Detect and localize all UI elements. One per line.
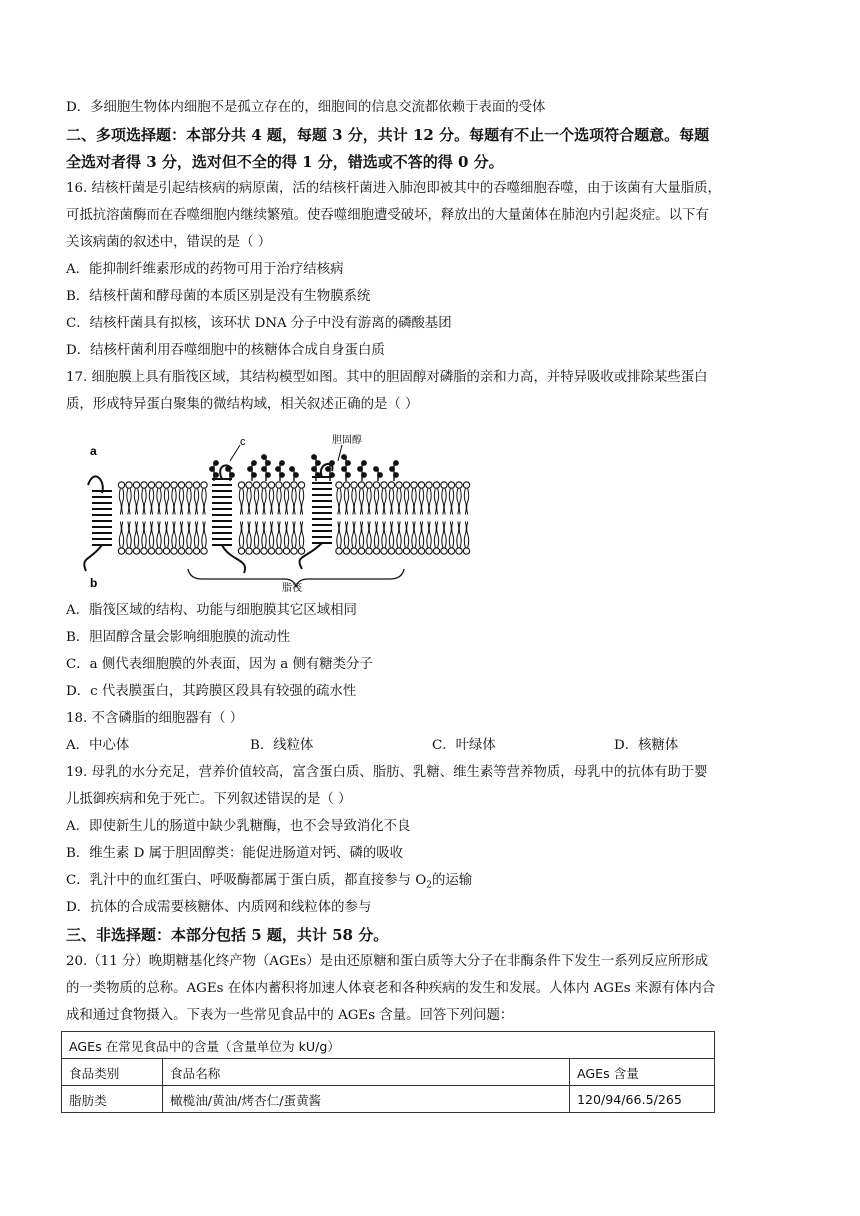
phospholipid-tail (457, 489, 461, 515)
phospholipid-tail (412, 489, 416, 515)
phospholipid-head (238, 548, 244, 554)
phospholipid-head (156, 482, 162, 488)
phospholipid-tail (119, 522, 123, 548)
q17-option-d: D．c 代表膜蛋白，其跨膜区段具有较强的疏水性 (66, 684, 357, 699)
glycan-unit (290, 467, 294, 471)
glycan-unit (294, 473, 298, 477)
phospholipid-tail (284, 522, 288, 548)
phospholipid-tail (202, 522, 206, 548)
q16-option-a: A．能抑制纤维素形成的药物可用于治疗结核病 (66, 262, 344, 277)
phospholipid-head (366, 482, 372, 488)
phospholipid-head (133, 482, 139, 488)
glycan-unit (390, 467, 394, 471)
phospholipid-tail (134, 489, 138, 515)
phospholipid-tail (419, 522, 423, 548)
phospholipid-head (276, 482, 282, 488)
phospholipid-tail (367, 522, 371, 548)
phospholipid-tail (172, 489, 176, 515)
glycan-unit (276, 467, 280, 471)
q19-option-c-text: C．乳汁中的血红蛋白、呼吸酶都属于蛋白质，都直接参与 O (66, 873, 427, 888)
phospholipid-tail (344, 522, 348, 548)
phospholipid-tail (412, 522, 416, 548)
phospholipid-head (441, 548, 447, 554)
phospholipid-head (403, 548, 409, 554)
table-cell-ages: 120/94/66.5/265 (570, 1086, 715, 1113)
table-cell-category: 脂肪类 (62, 1086, 163, 1113)
glycan-unit (214, 461, 218, 465)
phospholipid-tail (397, 522, 401, 548)
phospholipid-tail (269, 489, 273, 515)
q15-option-d: D．多细胞生物体内细胞不是孤立存在的，细胞间的信息交流都依赖于表面的受体 (66, 100, 546, 115)
phospholipid-tail (172, 522, 176, 548)
phospholipid-tail (389, 522, 393, 548)
q18-option-d: D．核糖体 (614, 738, 679, 753)
phospholipid-head (298, 482, 304, 488)
glycan-unit (266, 473, 270, 477)
q19-option-c (66, 871, 796, 896)
phospholipid-tail (134, 522, 138, 548)
q19-option-c-tail: 的运输 (431, 873, 473, 888)
glycan-unit (342, 467, 346, 471)
phospholipid-head (186, 548, 192, 554)
table-header-row (62, 1059, 715, 1086)
glycan-unit (316, 461, 320, 465)
phospholipid-tail (194, 522, 198, 548)
section2-heading-line1: 二、多项选择题：本部分共 4 题，每题 3 分，共计 12 分。每题有不止一个选项符合题意。每题 (66, 126, 710, 144)
label-cholesterol: 胆固醇 (332, 435, 362, 446)
phospholipid-head (448, 548, 454, 554)
q17-option-c: C．a 侧代表细胞膜的外表面，因为 a 侧有糖类分子 (66, 657, 373, 672)
phospholipid-tail (464, 522, 468, 548)
phospholipid-head (343, 482, 349, 488)
phospholipid-tail (404, 522, 408, 548)
phospholipid-tail (239, 522, 243, 548)
phospholipid-head (426, 482, 432, 488)
phospholipid-head (291, 548, 297, 554)
phospholipid-head (276, 548, 282, 554)
q20-stem-line1: 20.（11 分）晚期糖基化终产物（AGEs）是由还原糖和蛋白质等大分子在非酶条件下发生一系列反应所形成 (66, 954, 709, 969)
q19-option-a: A．即使新生儿的肠道中缺少乳糖酶，也不会导致消化不良 (66, 819, 411, 834)
glycan-unit (262, 467, 266, 471)
glycan-unit (346, 461, 350, 465)
phospholipid-tail (247, 522, 251, 548)
phospholipid-head (261, 548, 267, 554)
phospholipid-head (253, 548, 259, 554)
phospholipid-head (456, 482, 462, 488)
phospholipid-head (358, 548, 364, 554)
phospholipid-tail (127, 522, 131, 548)
phospholipid-tail (449, 522, 453, 548)
phospholipid-head (456, 548, 462, 554)
phospholipid-head (336, 548, 342, 554)
phospholipid-head (463, 482, 469, 488)
q16-option-d: D．结核杆菌利用吞噬细胞中的核糖体合成自身蛋白质 (66, 343, 385, 358)
phospholipid-head (238, 482, 244, 488)
q19-option-b: B．维生素 D 属于胆固醇类：能促进肠道对钙、磷的吸收 (66, 846, 404, 861)
membrane-protein-left (84, 476, 112, 571)
q17-stem-line1: 17. 细胞膜上具有脂筏区域，其结构模型如图。其中的胆固醇对磷脂的亲和力高，并特异吸收或排除某些蛋白 (66, 370, 708, 385)
q20-stem-line3: 成和通过食物摄入。下表为一些常见食品中的 AGEs 含量。回答下列问题： (66, 1008, 514, 1023)
phospholipid-head (418, 548, 424, 554)
phospholipid-head (126, 548, 132, 554)
membrane-protein-c (212, 465, 245, 573)
q20-stem-line2: 的一类物质的总称。AGEs 在体内蓄积将加速人体衰老和各种疾病的发生和发展。人体内 AGEs 来源有体内合 (66, 981, 716, 996)
glycan-unit (326, 467, 330, 471)
phospholipid-tail (427, 522, 431, 548)
q17-stem-line2: 质，形成特异蛋白聚集的微结构域，相关叙述正确的是（ ） (66, 397, 419, 412)
glycan-unit (312, 467, 316, 471)
table-caption: AGEs 在常见食品中的含量（含量单位为 kU/g） (62, 1032, 715, 1059)
phospholipid-tail (337, 489, 341, 515)
phospholipid-head (411, 548, 417, 554)
phospholipid-tail (292, 522, 296, 548)
glycan-unit (312, 455, 316, 459)
phospholipid-head (433, 548, 439, 554)
phospholipid-tail (359, 522, 363, 548)
phospholipid-tail (179, 522, 183, 548)
phospholipid-tail (442, 522, 446, 548)
q19-option-d: D．抗体的合成需要核糖体、内质网和线粒体的参与 (66, 900, 372, 915)
glycan-unit (346, 473, 350, 477)
phospholipid-tail (157, 522, 161, 548)
phospholipid-tail (127, 489, 131, 515)
phospholipid-tail (284, 489, 288, 515)
label-c: c (240, 436, 246, 448)
phospholipid-head (433, 482, 439, 488)
phospholipid-head (381, 548, 387, 554)
table-header-ages: AGEs 含量 (570, 1059, 715, 1086)
phospholipid-tail (457, 522, 461, 548)
table-caption-row (62, 1032, 715, 1059)
table-row (62, 1086, 715, 1113)
phospholipid-head (268, 482, 274, 488)
phospholipid-tail (277, 522, 281, 548)
phospholipid-tail (382, 489, 386, 515)
phospholipid-tail (262, 489, 266, 515)
phospholipid-head (253, 482, 259, 488)
glycan-unit (280, 461, 284, 465)
phospholipid-tail (142, 489, 146, 515)
phospholipid-tail (157, 489, 161, 515)
glycan-unit (330, 473, 334, 477)
phospholipid-head (441, 482, 447, 488)
q19-option-c-subscript: 2 (426, 880, 432, 891)
phospholipid-head (118, 548, 124, 554)
phospholipid-tail (187, 522, 191, 548)
phospholipid-head (426, 548, 432, 554)
q19-stem-line1: 19. 母乳的水分充足，营养价值较高，富含蛋白质、脂肪、乳糖、维生素等营养物质，母乳中的抗体有助于婴 (66, 765, 708, 780)
label-c-leader (230, 445, 240, 461)
phospholipid-head (463, 548, 469, 554)
glycan-unit (280, 473, 284, 477)
phospholipid-head (268, 548, 274, 554)
label-cholesterol-leader (338, 445, 342, 461)
phospholipid-tail (389, 489, 393, 515)
q17-option-a: A．脂筏区域的结构、功能与细胞膜其它区域相同 (66, 603, 357, 618)
glycan-unit (210, 467, 214, 471)
phospholipid-head (133, 548, 139, 554)
phospholipid-head (178, 548, 184, 554)
phospholipid-head (351, 548, 357, 554)
phospholipid-head (358, 482, 364, 488)
phospholipid-head (186, 482, 192, 488)
q18-option-b: B．线粒体 (250, 738, 314, 753)
phospholipid-head (171, 482, 177, 488)
phospholipid-head (156, 548, 162, 554)
phospholipid-tail (164, 489, 168, 515)
phospholipid-tail (194, 489, 198, 515)
phospholipid-head (298, 548, 304, 554)
glycan-unit (394, 461, 398, 465)
phospholipid-tail (352, 522, 356, 548)
phospholipid-head (373, 482, 379, 488)
label-b: b (90, 576, 98, 590)
lipid-raft-diagram (80, 433, 480, 593)
phospholipid-head (171, 548, 177, 554)
q19-stem-line2: 儿抵御疾病和免于死亡。下列叙述错误的是（ ） (66, 792, 352, 807)
glycan-unit (316, 473, 320, 477)
glycan-unit (214, 473, 218, 477)
phospholipid-tail (359, 489, 363, 515)
phospholipid-tail (247, 489, 251, 515)
phospholipid-head (366, 548, 372, 554)
phospholipid-tail (434, 522, 438, 548)
phospholipid-tail (239, 489, 243, 515)
glycan-unit (358, 467, 362, 471)
phospholipid-head (141, 482, 147, 488)
carbohydrate-chains (210, 455, 398, 481)
phospholipid-tail (419, 489, 423, 515)
phospholipid-tail (149, 522, 153, 548)
ages-content-table (61, 1031, 715, 1113)
phospholipid-tail (397, 489, 401, 515)
glycan-unit (362, 473, 366, 477)
glycan-unit (252, 473, 256, 477)
q18-option-a: A．中心体 (66, 738, 130, 753)
phospholipid-head (126, 482, 132, 488)
phospholipid-head (388, 548, 394, 554)
glycan-unit (342, 455, 346, 459)
phospholipid-bilayer (118, 482, 469, 554)
phospholipid-head (193, 482, 199, 488)
phospholipid-head (283, 482, 289, 488)
phospholipid-tail (187, 489, 191, 515)
section2-heading-line2: 全选对者得 3 分，选对但不全的得 1 分，错选或不答的得 0 分。 (66, 153, 504, 171)
phospholipid-head (261, 482, 267, 488)
table-header-food: 食品名称 (163, 1059, 570, 1086)
q16-stem-line1: 16. 结核杆菌是引起结核病的病原菌，活的结核杆菌进入肺泡即被其中的吞噬细胞吞噬，由于该菌有大量脂质， (66, 181, 721, 196)
q16-stem-line3: 关该病菌的叙述中，错误的是（ ） (66, 235, 272, 250)
phospholipid-head (381, 482, 387, 488)
phospholipid-tail (374, 489, 378, 515)
phospholipid-tail (119, 489, 123, 515)
phospholipid-head (373, 548, 379, 554)
phospholipid-tail (164, 522, 168, 548)
q16-option-b: B．结核杆菌和酵母菌的本质区别是没有生物膜系统 (66, 289, 371, 304)
phospholipid-head (283, 548, 289, 554)
phospholipid-tail (449, 489, 453, 515)
phospholipid-tail (427, 489, 431, 515)
phospholipid-tail (202, 489, 206, 515)
q18-option-c: C．叶绿体 (432, 738, 496, 753)
label-raft: 脂筏 (282, 583, 302, 593)
phospholipid-head (148, 482, 154, 488)
q18-stem: 18. 不含磷脂的细胞器有（ ） (66, 711, 244, 726)
phospholipid-head (343, 548, 349, 554)
glycan-unit (252, 461, 256, 465)
phospholipid-tail (464, 489, 468, 515)
phospholipid-head (291, 482, 297, 488)
phospholipid-tail (442, 489, 446, 515)
phospholipid-tail (299, 489, 303, 515)
phospholipid-head (351, 482, 357, 488)
glycan-unit (362, 461, 366, 465)
phospholipid-head (418, 482, 424, 488)
phospholipid-tail (374, 522, 378, 548)
phospholipid-head (193, 548, 199, 554)
phospholipid-head (201, 548, 207, 554)
phospholipid-head (118, 482, 124, 488)
phospholipid-tail (254, 489, 258, 515)
section3-heading: 三、非选择题：本部分包括 5 题，共计 58 分。 (66, 926, 389, 944)
glycan-unit (248, 467, 252, 471)
phospholipid-tail (382, 522, 386, 548)
table-header-category: 食品类别 (62, 1059, 163, 1086)
glycan-unit (230, 473, 234, 477)
phospholipid-tail (344, 489, 348, 515)
phospholipid-head (201, 482, 207, 488)
glycan-unit (378, 473, 382, 477)
phospholipid-head (403, 482, 409, 488)
label-a: a (90, 444, 97, 458)
phospholipid-tail (254, 522, 258, 548)
phospholipid-tail (149, 489, 153, 515)
phospholipid-head (396, 482, 402, 488)
phospholipid-head (178, 482, 184, 488)
phospholipid-tail (404, 489, 408, 515)
phospholipid-head (448, 482, 454, 488)
phospholipid-tail (337, 522, 341, 548)
phospholipid-head (246, 548, 252, 554)
glycan-unit (330, 461, 334, 465)
q16-option-c: C．结核杆菌具有拟核，该环状 DNA 分子中没有游离的磷酸基团 (66, 316, 452, 331)
phospholipid-tail (277, 489, 281, 515)
glycan-unit (266, 461, 270, 465)
phospholipid-head (411, 482, 417, 488)
phospholipid-head (163, 482, 169, 488)
phospholipid-tail (299, 522, 303, 548)
phospholipid-tail (367, 489, 371, 515)
glycan-unit (262, 455, 266, 459)
phospholipid-tail (262, 522, 266, 548)
table-cell-food: 橄榄油/黄油/烤杏仁/蛋黄酱 (163, 1086, 570, 1113)
phospholipid-head (388, 482, 394, 488)
phospholipid-head (336, 482, 342, 488)
phospholipid-head (141, 548, 147, 554)
glycan-unit (226, 467, 230, 471)
phospholipid-head (396, 548, 402, 554)
phospholipid-head (148, 548, 154, 554)
glycan-unit (394, 473, 398, 477)
phospholipid-tail (269, 522, 273, 548)
phospholipid-tail (142, 522, 146, 548)
phospholipid-head (246, 482, 252, 488)
q17-option-b: B．胆固醇含量会影响细胞膜的流动性 (66, 630, 291, 645)
phospholipid-tail (352, 489, 356, 515)
phospholipid-tail (434, 489, 438, 515)
q16-stem-line2: 可抵抗溶菌酶而在吞噬细胞内继续繁殖。使吞噬细胞遭受破坏，释放出的大量菌体在肺泡内引起炎症。以下有 (66, 208, 709, 223)
phospholipid-tail (179, 489, 183, 515)
phospholipid-tail (292, 489, 296, 515)
phospholipid-head (163, 548, 169, 554)
glycan-unit (374, 467, 378, 471)
